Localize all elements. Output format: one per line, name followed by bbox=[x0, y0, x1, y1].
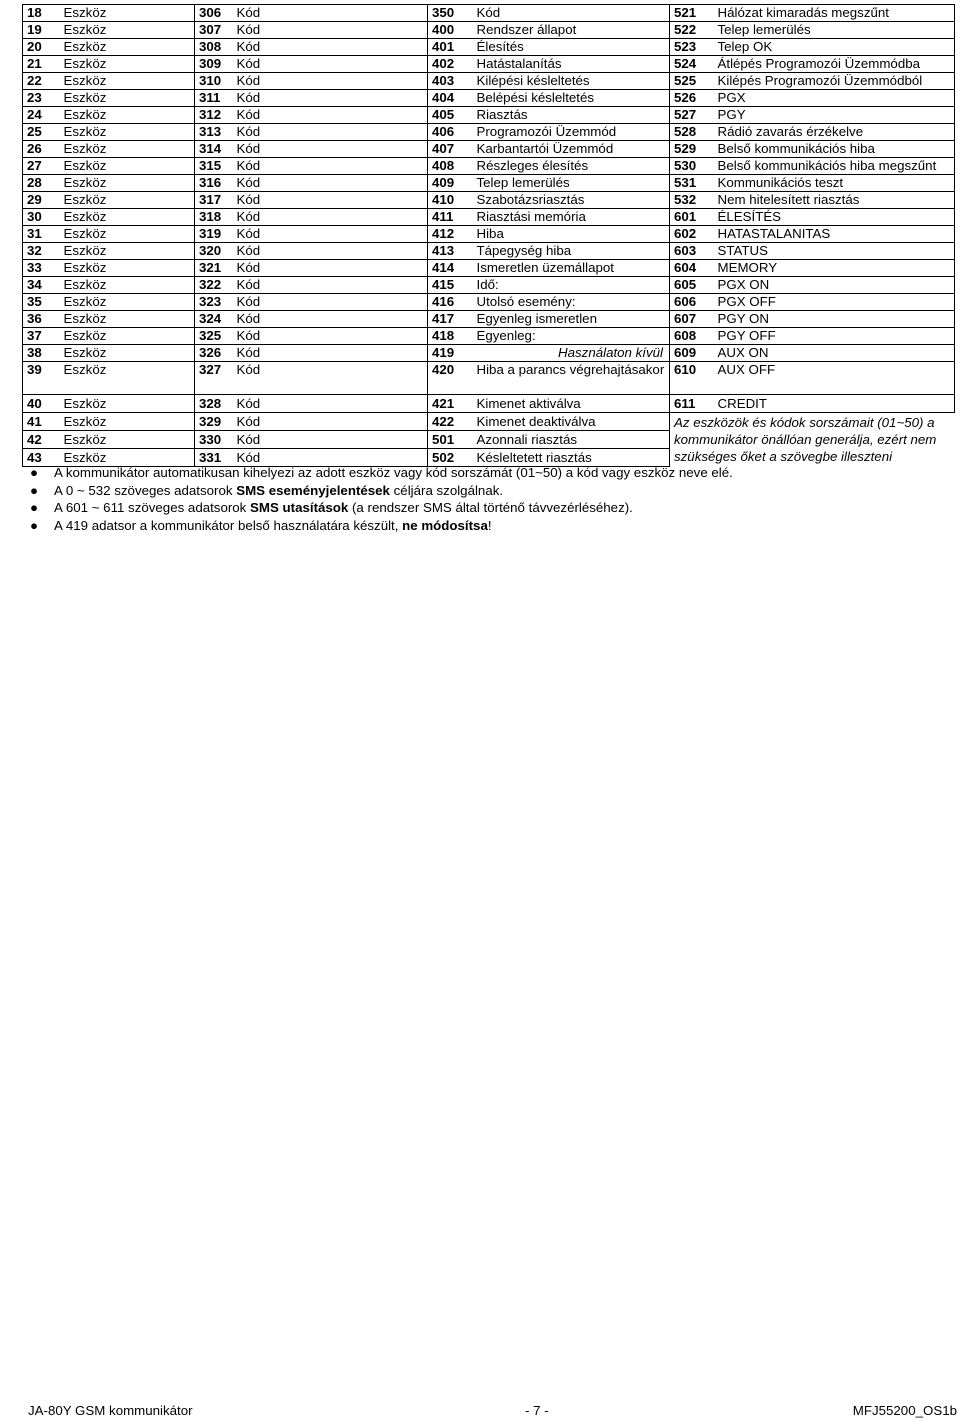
code-number: 23 bbox=[23, 90, 60, 107]
code-label: Kód bbox=[233, 431, 428, 449]
code-label: PGY ON bbox=[714, 311, 955, 328]
code-label: Kód bbox=[233, 56, 428, 73]
bullet-icon: ● bbox=[30, 482, 39, 498]
code-number: 350 bbox=[428, 5, 473, 22]
code-number: 416 bbox=[428, 294, 473, 311]
code-label: Eszköz bbox=[60, 56, 195, 73]
code-label: Idő: bbox=[473, 277, 670, 294]
page-number: - 7 - bbox=[525, 1403, 549, 1418]
table-row bbox=[23, 124, 955, 141]
code-label: Kommunikációs teszt bbox=[714, 175, 955, 192]
code-label: Eszköz bbox=[60, 73, 195, 90]
code-number: 329 bbox=[195, 413, 233, 431]
code-label: Eszköz bbox=[60, 277, 195, 294]
code-label: HATASTALANITAS bbox=[714, 226, 955, 243]
table-row bbox=[23, 226, 955, 243]
code-label: PGX OFF bbox=[714, 294, 955, 311]
list-item: ● A 601 ~ 611 szöveges adatsorok SMS utasítások (a rendszer SMS által történő távvezérléséhez). bbox=[30, 500, 633, 515]
code-number: 522 bbox=[670, 22, 714, 39]
code-number: 18 bbox=[23, 5, 60, 22]
code-number: 606 bbox=[670, 294, 714, 311]
code-label: Eszköz bbox=[60, 362, 195, 395]
code-label: Egyenleg: bbox=[473, 328, 670, 345]
code-label: Eszköz bbox=[60, 124, 195, 141]
code-label: Kód bbox=[233, 294, 428, 311]
code-table bbox=[22, 4, 955, 467]
table-row bbox=[23, 175, 955, 192]
code-label: Kód bbox=[233, 260, 428, 277]
code-label: Eszköz bbox=[60, 243, 195, 260]
code-number: 25 bbox=[23, 124, 60, 141]
code-label: Rádió zavarás érzékelve bbox=[714, 124, 955, 141]
code-label: Kód bbox=[233, 449, 428, 467]
code-number: 421 bbox=[428, 395, 473, 413]
code-label: Eszköz bbox=[60, 158, 195, 175]
code-label: Kód bbox=[233, 345, 428, 362]
code-number: 19 bbox=[23, 22, 60, 39]
code-number: 406 bbox=[428, 124, 473, 141]
code-label: Kód bbox=[233, 175, 428, 192]
list-item: ● A kommunikátor automatikusan kihelyezi az adott eszköz vagy kód sorszámát (01~50) a kód vagy eszköz neve elé. bbox=[30, 465, 733, 480]
code-number: 602 bbox=[670, 226, 714, 243]
code-label: AUX OFF bbox=[714, 362, 955, 395]
code-number: 525 bbox=[670, 73, 714, 90]
code-label: Eszköz bbox=[60, 107, 195, 124]
document-code: MFJ55200_OS1b bbox=[852, 1403, 957, 1418]
code-label: Eszköz bbox=[60, 175, 195, 192]
code-label: Hatástalanítás bbox=[473, 56, 670, 73]
table-row bbox=[23, 90, 955, 107]
table-row bbox=[23, 192, 955, 209]
table-row bbox=[23, 5, 955, 22]
table-row bbox=[23, 345, 955, 362]
table-row bbox=[23, 107, 955, 124]
code-label: Kód bbox=[233, 39, 428, 56]
code-number: 611 bbox=[670, 395, 714, 413]
code-number: 36 bbox=[23, 311, 60, 328]
footer-product: JA-80Y GSM kommunikátor bbox=[28, 1403, 193, 1418]
code-label: Belső kommunikációs hiba bbox=[714, 141, 955, 158]
code-label: Eszköz bbox=[60, 449, 195, 467]
table-row bbox=[23, 39, 955, 56]
code-number: 328 bbox=[195, 395, 233, 413]
code-label: Egyenleg ismeretlen bbox=[473, 311, 670, 328]
code-label: Eszköz bbox=[60, 22, 195, 39]
code-number: 30 bbox=[23, 209, 60, 226]
code-label: ÉLESÍTÉS bbox=[714, 209, 955, 226]
table-row bbox=[23, 158, 955, 175]
code-label: Kód bbox=[233, 243, 428, 260]
code-number: 322 bbox=[195, 277, 233, 294]
code-number: 307 bbox=[195, 22, 233, 39]
code-number: 309 bbox=[195, 56, 233, 73]
code-label bbox=[473, 362, 670, 395]
code-label: Eszköz bbox=[60, 328, 195, 345]
code-label: Hiba bbox=[473, 226, 670, 243]
code-number: 604 bbox=[670, 260, 714, 277]
code-label: PGX bbox=[714, 90, 955, 107]
code-number: 327 bbox=[195, 362, 233, 395]
code-number: 404 bbox=[428, 90, 473, 107]
code-number: 311 bbox=[195, 90, 233, 107]
code-number: 408 bbox=[428, 158, 473, 175]
code-number: 34 bbox=[23, 277, 60, 294]
code-number: 526 bbox=[670, 90, 714, 107]
code-number: 313 bbox=[195, 124, 233, 141]
code-label: Ismeretlen üzemállapot bbox=[473, 260, 670, 277]
code-number: 321 bbox=[195, 260, 233, 277]
code-label: Kód bbox=[233, 226, 428, 243]
code-label: Hálózat kimaradás megszűnt bbox=[714, 5, 955, 22]
code-number: 523 bbox=[670, 39, 714, 56]
code-label: Élesítés bbox=[473, 39, 670, 56]
code-label: Eszköz bbox=[60, 141, 195, 158]
table-row bbox=[23, 328, 955, 345]
code-label: Riasztási memória bbox=[473, 209, 670, 226]
code-label: PGX ON bbox=[714, 277, 955, 294]
code-label: Eszköz bbox=[60, 413, 195, 431]
code-label: Kód bbox=[473, 5, 670, 22]
code-number: 414 bbox=[428, 260, 473, 277]
code-number: 31 bbox=[23, 226, 60, 243]
code-number: 409 bbox=[428, 175, 473, 192]
code-label: PGY bbox=[714, 107, 955, 124]
code-number: 422 bbox=[428, 413, 473, 431]
code-label: Kód bbox=[233, 73, 428, 90]
code-label: Nem hitelesített riasztás bbox=[714, 192, 955, 209]
code-number: 521 bbox=[670, 5, 714, 22]
bullet-icon: ● bbox=[30, 500, 39, 515]
code-number: 529 bbox=[670, 141, 714, 158]
code-number: 610 bbox=[670, 362, 714, 395]
code-number: 318 bbox=[195, 209, 233, 226]
code-label: Telep OK bbox=[714, 39, 955, 56]
code-label: Kód bbox=[233, 22, 428, 39]
table-row bbox=[23, 311, 955, 328]
code-number: 402 bbox=[428, 56, 473, 73]
code-label: Kód bbox=[233, 209, 428, 226]
code-number: 312 bbox=[195, 107, 233, 124]
table-row bbox=[23, 73, 955, 90]
code-label: Eszköz bbox=[60, 90, 195, 107]
code-number: 314 bbox=[195, 141, 233, 158]
code-label: Riasztás bbox=[473, 107, 670, 124]
code-number: 401 bbox=[428, 39, 473, 56]
code-number: 40 bbox=[23, 395, 60, 413]
code-label: Átlépés Programozói Üzemmódba bbox=[714, 56, 955, 73]
code-label: Kilépési késleltetés bbox=[473, 73, 670, 90]
code-label: Rendszer állapot bbox=[473, 22, 670, 39]
code-label: Eszköz bbox=[60, 395, 195, 413]
code-label: PGY OFF bbox=[714, 328, 955, 345]
code-number: 603 bbox=[670, 243, 714, 260]
code-number: 415 bbox=[428, 277, 473, 294]
code-number: 420 bbox=[428, 362, 473, 395]
code-label: Belső kommunikációs hiba megszűnt bbox=[714, 158, 955, 175]
list-item: ● A 0 ~ 532 szöveges adatsorok SMS eseményjelentések céljára szolgálnak. bbox=[30, 482, 504, 498]
code-label: Telep lemerülés bbox=[473, 175, 670, 192]
code-label: Kimenet aktiválva bbox=[473, 395, 670, 413]
code-label: Kód bbox=[233, 141, 428, 158]
code-number: 417 bbox=[428, 311, 473, 328]
code-number: 502 bbox=[428, 449, 473, 467]
code-number: 326 bbox=[195, 345, 233, 362]
code-number: 407 bbox=[428, 141, 473, 158]
code-number: 601 bbox=[670, 209, 714, 226]
code-number: 331 bbox=[195, 449, 233, 467]
code-label: Kód bbox=[233, 90, 428, 107]
code-label: Kód bbox=[233, 158, 428, 175]
code-number: 330 bbox=[195, 431, 233, 449]
table-row bbox=[23, 413, 955, 431]
code-label: Kilépés Programozói Üzemmódból bbox=[714, 73, 955, 90]
code-table-body bbox=[23, 5, 955, 467]
table-row bbox=[23, 209, 955, 226]
code-label: Karbantartói Üzemmód bbox=[473, 141, 670, 158]
table-row bbox=[23, 260, 955, 277]
code-label: Kód bbox=[233, 362, 428, 395]
code-label: Kód bbox=[233, 124, 428, 141]
code-label: Eszköz bbox=[60, 226, 195, 243]
code-label: Kimenet deaktiválva bbox=[473, 413, 670, 431]
code-number: 21 bbox=[23, 56, 60, 73]
table-row bbox=[23, 56, 955, 73]
table-row bbox=[23, 362, 955, 395]
table-row bbox=[23, 294, 955, 311]
code-number: 325 bbox=[195, 328, 233, 345]
code-label: Eszköz bbox=[60, 294, 195, 311]
code-number: 22 bbox=[23, 73, 60, 90]
code-number: 37 bbox=[23, 328, 60, 345]
code-number: 605 bbox=[670, 277, 714, 294]
code-number: 308 bbox=[195, 39, 233, 56]
code-label: Eszköz bbox=[60, 431, 195, 449]
code-number: 324 bbox=[195, 311, 233, 328]
code-label: Eszköz bbox=[60, 39, 195, 56]
code-label: Eszköz bbox=[60, 209, 195, 226]
code-number: 32 bbox=[23, 243, 60, 260]
code-label: Kód bbox=[233, 277, 428, 294]
table-row bbox=[23, 243, 955, 260]
code-number: 609 bbox=[670, 345, 714, 362]
code-number: 413 bbox=[428, 243, 473, 260]
code-number: 608 bbox=[670, 328, 714, 345]
code-number: 400 bbox=[428, 22, 473, 39]
table-row bbox=[23, 141, 955, 158]
code-number: 317 bbox=[195, 192, 233, 209]
code-label: Szabotázsriasztás bbox=[473, 192, 670, 209]
code-number: 524 bbox=[670, 56, 714, 73]
code-number: 411 bbox=[428, 209, 473, 226]
code-number: 607 bbox=[670, 311, 714, 328]
code-number: 532 bbox=[670, 192, 714, 209]
code-number: 42 bbox=[23, 431, 60, 449]
code-number: 316 bbox=[195, 175, 233, 192]
code-label: Tápegység hiba bbox=[473, 243, 670, 260]
code-number: 527 bbox=[670, 107, 714, 124]
code-label: Kód bbox=[233, 107, 428, 124]
code-label: Utolsó esemény: bbox=[473, 294, 670, 311]
code-label: AUX ON bbox=[714, 345, 955, 362]
list-item: ● A 419 adatsor a kommunikátor belső használatára készült, ne módosítsa! bbox=[30, 517, 492, 533]
code-number: 26 bbox=[23, 141, 60, 158]
code-number: 530 bbox=[670, 158, 714, 175]
code-label: MEMORY bbox=[714, 260, 955, 277]
code-label: CREDIT bbox=[714, 395, 955, 413]
code-label: Kód bbox=[233, 192, 428, 209]
code-label: Kód bbox=[233, 395, 428, 413]
code-number: 39 bbox=[23, 362, 60, 395]
code-number: 20 bbox=[23, 39, 60, 56]
code-number: 410 bbox=[428, 192, 473, 209]
code-number: 323 bbox=[195, 294, 233, 311]
bullet-icon: ● bbox=[30, 465, 39, 480]
code-label: STATUS bbox=[714, 243, 955, 260]
code-label: Kód bbox=[233, 328, 428, 345]
code-number: 29 bbox=[23, 192, 60, 209]
code-number: 319 bbox=[195, 226, 233, 243]
code-number: 35 bbox=[23, 294, 60, 311]
code-label: Eszköz bbox=[60, 192, 195, 209]
code-label: Részleges élesítés bbox=[473, 158, 670, 175]
notes-list bbox=[30, 464, 733, 534]
code-label: Eszköz bbox=[60, 5, 195, 22]
code-label: Kód bbox=[233, 413, 428, 431]
code-label: Kód bbox=[233, 5, 428, 22]
code-number: 501 bbox=[428, 431, 473, 449]
code-label: Eszköz bbox=[60, 311, 195, 328]
code-label: Telep lemerülés bbox=[714, 22, 955, 39]
code-number: 38 bbox=[23, 345, 60, 362]
table-row bbox=[23, 395, 955, 413]
code-label: Programozói Üzemmód bbox=[473, 124, 670, 141]
code-label: Belépési késleltetés bbox=[473, 90, 670, 107]
code-label: Kód bbox=[233, 311, 428, 328]
code-number: 320 bbox=[195, 243, 233, 260]
table-row bbox=[23, 277, 955, 294]
code-label-text: Hiba a parancs végrehajtásakor bbox=[476, 362, 665, 377]
code-number: 418 bbox=[428, 328, 473, 345]
code-label: Használaton kívül bbox=[473, 345, 670, 362]
code-number: 27 bbox=[23, 158, 60, 175]
code-number: 412 bbox=[428, 226, 473, 243]
code-number: 310 bbox=[195, 73, 233, 90]
code-number: 405 bbox=[428, 107, 473, 124]
code-number: 419 bbox=[428, 345, 473, 362]
side-note: Az eszközök és kódok sorszámait (01~50) a kommunikátor önállóan generálja, ezért nem szükséges őket a szövegbe illeszteni bbox=[670, 413, 955, 467]
bullet-icon: ● bbox=[30, 517, 39, 533]
code-number: 24 bbox=[23, 107, 60, 124]
code-number: 315 bbox=[195, 158, 233, 175]
table-row bbox=[23, 22, 955, 39]
code-number: 33 bbox=[23, 260, 60, 277]
code-number: 28 bbox=[23, 175, 60, 192]
code-number: 43 bbox=[23, 449, 60, 467]
code-number: 306 bbox=[195, 5, 233, 22]
code-label: Késleltetett riasztás bbox=[473, 449, 670, 467]
code-number: 531 bbox=[670, 175, 714, 192]
code-number: 403 bbox=[428, 73, 473, 90]
code-label: Eszköz bbox=[60, 260, 195, 277]
code-label: Eszköz bbox=[60, 345, 195, 362]
code-label: Azonnali riasztás bbox=[473, 431, 670, 449]
code-number: 528 bbox=[670, 124, 714, 141]
code-number: 41 bbox=[23, 413, 60, 431]
